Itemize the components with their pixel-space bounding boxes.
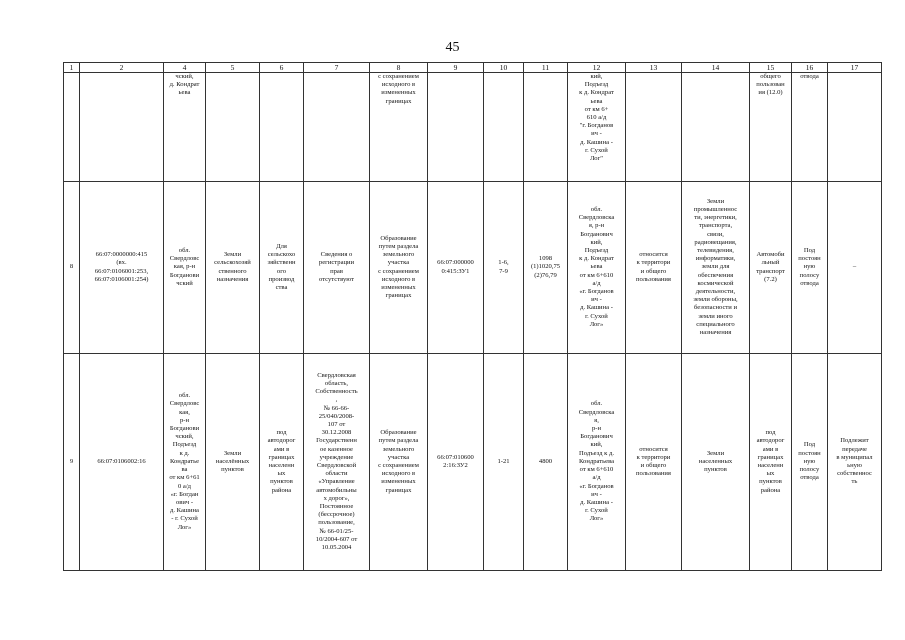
cell-territory-status	[626, 73, 682, 182]
column-header: 16	[792, 63, 828, 73]
cell-rights-info	[304, 73, 370, 182]
column-header: 8	[370, 63, 428, 73]
column-header: 2	[80, 63, 164, 73]
cell-land-category	[206, 73, 260, 182]
table-row	[64, 73, 882, 182]
cell-land-category: Земли сельскохозяй ственного назначения	[206, 182, 260, 354]
column-header: 14	[682, 63, 750, 73]
cell-permitted-use	[260, 73, 304, 182]
cell-area: 4800	[524, 354, 568, 571]
cell-new-address: обл. Свердловска я, р-н Богданович кий, Подъезд к д. Кондрат ьева от км 6+610 а/д «г. Богданов ич - д. Кашина - г. Сухой Лог»	[568, 182, 626, 354]
cell-row-number: 8	[64, 182, 80, 354]
cell-area	[524, 73, 568, 182]
column-header: 13	[626, 63, 682, 73]
cell-purpose: Под постоян ную полосу отвода	[792, 182, 828, 354]
column-header: 10	[484, 63, 524, 73]
register-table	[63, 62, 882, 571]
cell-formation-method: Образование путем раздела земельного участка с сохранением исходного в измененных границах	[370, 354, 428, 571]
cell-new-category: Земли населенных пунктов	[682, 354, 750, 571]
cell-formation-method: с сохранением исходного в измененных границах	[370, 73, 428, 182]
cell-permitted-use: под автодорог ами в границах населенн ых пунктов района	[260, 354, 304, 571]
column-header: 12	[568, 63, 626, 73]
cell-points	[484, 73, 524, 182]
column-header: 7	[304, 63, 370, 73]
cell-address: обл. Свердловс кая, р-н Богданови чский	[164, 182, 206, 354]
cell-new-use: под автодорог ами в границах населенн ых пунктов района	[750, 354, 792, 571]
cell-plot-designation: 66:07:000000 0:415:ЗУ1	[428, 182, 484, 354]
cell-new-use: общего пользован ия (12.0)	[750, 73, 792, 182]
cell-territory-status: относится к территори и общего пользования	[626, 182, 682, 354]
cell-note	[828, 73, 882, 182]
page-number: 45	[445, 40, 460, 55]
column-header: 4	[164, 63, 206, 73]
cell-plot-designation	[428, 73, 484, 182]
cell-points: 1-21	[484, 354, 524, 571]
cell-address: чский, д. Кондрат ьева	[164, 73, 206, 182]
cell-cadastral-number	[80, 73, 164, 182]
cell-row-number	[64, 73, 80, 182]
cell-row-number: 9	[64, 354, 80, 571]
cell-formation-method: Образование путем раздела земельного участка с сохранением исходного в измененных границах	[370, 182, 428, 354]
column-header: 9	[428, 63, 484, 73]
cell-address: обл. Свердловс кая, р-н Богданови чский, Подъезд к д. Кондратье ва от км 6+61 0 а/д «г. Богдан ович - д. Кашина - г. Сухой Лог»	[164, 354, 206, 571]
cell-new-category	[682, 73, 750, 182]
column-number-row	[64, 63, 882, 73]
cell-land-category: Земли населённых пунктов	[206, 354, 260, 571]
cell-territory-status: относится к территори и общего пользования	[626, 354, 682, 571]
cell-rights-info: Сведения о регистрации прав отсутствуют	[304, 182, 370, 354]
cell-new-category: Земли промышленнос ти, энергетики, транспорта, связи, радиовещания, телевидения, информатики, земли для обеспечения космической деятельности, земли обороны, безопасности и земли иного специального назначения	[682, 182, 750, 354]
cell-new-address: кий, Подъезд к д. Кондрат ьева от км 6+ 610 а/д "г. Богданов ич - д. Кашина - г. Сухой Лог"	[568, 73, 626, 182]
cell-note: –	[828, 182, 882, 354]
cell-area: 1098 (1)1020,75 (2)76,79	[524, 182, 568, 354]
cell-new-address: обл. Свердловска я, р-н Богданович кий, Подъезд к д. Кондратьева от км 6+610 а/д «г. Богданов ич - д. Кашина - г. Сухой Лог»	[568, 354, 626, 571]
column-header: 15	[750, 63, 792, 73]
column-header: 17	[828, 63, 882, 73]
cell-permitted-use: Для сельскохо зяйственн ого производ ства	[260, 182, 304, 354]
cell-note: Подлежит передаче в муниципал ьную собственнос ть	[828, 354, 882, 571]
column-header: 6	[260, 63, 304, 73]
column-header: 1	[64, 63, 80, 73]
column-header: 5	[206, 63, 260, 73]
cell-cadastral-number: 66:07:0000000:415 (вх. 66:07:0106001:253, 66:07:0106001:254)	[80, 182, 164, 354]
table-row	[64, 182, 882, 354]
cell-rights-info: Свердловская область, Собственность , № 66-66- 25/040/2008- 107 от 30.12.2008 Государственн ое казенное учреждение Свердловской области «Управление автомобильны х дорог», Постоянное (бессрочное) пользование, № 66-01/25- 10/2004-607 от 10.05.2004	[304, 354, 370, 571]
cell-new-use: Автомоби льный транспорт (7.2)	[750, 182, 792, 354]
cell-points: 1-6, 7-9	[484, 182, 524, 354]
table-row	[64, 354, 882, 571]
cell-purpose: отвода	[792, 73, 828, 182]
column-header: 11	[524, 63, 568, 73]
cell-cadastral-number: 66:07:0106002:16	[80, 354, 164, 571]
cell-purpose: Под постоян ную полосу отвода	[792, 354, 828, 571]
cell-plot-designation: 66:07:010600 2:16:ЗУ2	[428, 354, 484, 571]
